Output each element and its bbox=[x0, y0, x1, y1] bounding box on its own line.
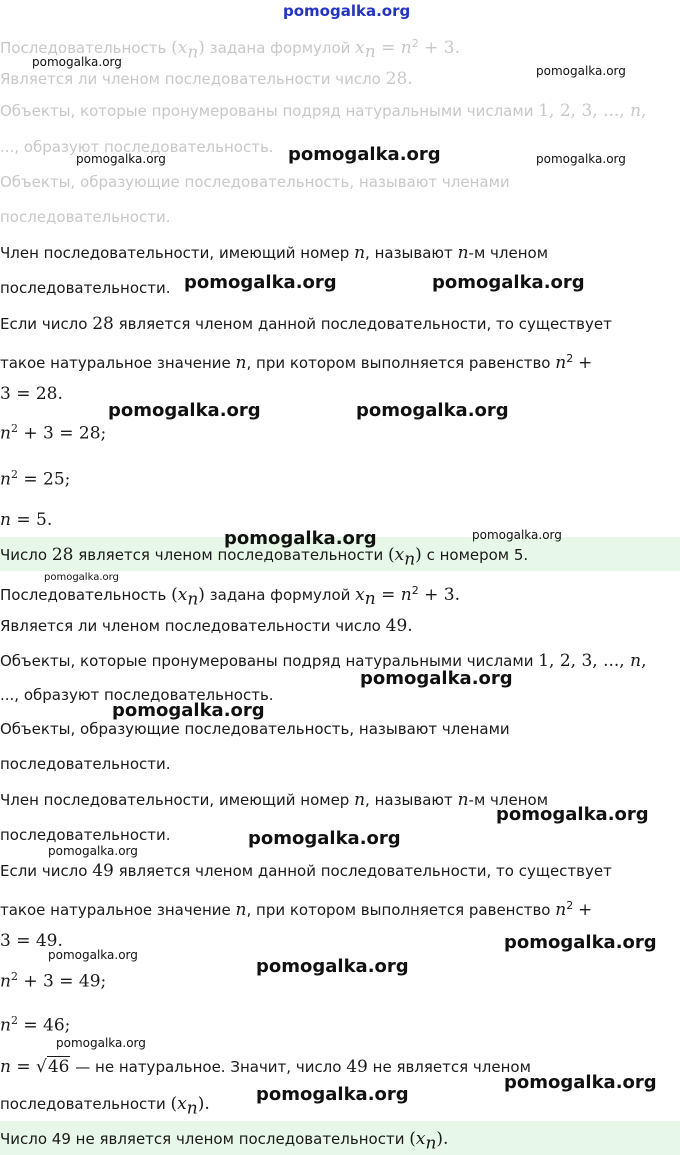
members-def-1: Объекты, образующие последовательность, называют членами bbox=[0, 720, 510, 738]
equation2-1: $n^2 + 3 = 49$; bbox=[0, 970, 107, 992]
equation2-4: последовательности $(x_n)$. bbox=[0, 1094, 210, 1119]
equation-1: $n^2 + 3 = 28$; bbox=[0, 422, 107, 444]
watermark: pomogalka.org bbox=[360, 668, 513, 689]
sequence-def-1: Объекты, которые пронумерованы подряд натуральными числами 1, 2, 3, ..., n, bbox=[0, 651, 647, 671]
condition-line-3: 3 = 28. bbox=[0, 384, 63, 404]
watermark: pomogalka.org bbox=[112, 700, 265, 721]
watermark: pomogalka.org bbox=[536, 64, 626, 78]
watermark: pomogalka.org bbox=[472, 528, 562, 542]
faded-line-6: последовательности. bbox=[0, 208, 171, 226]
watermark: pomogalka.org bbox=[496, 804, 649, 825]
faded-line-5: Объекты, образующие последовательность, называют членами bbox=[0, 173, 510, 191]
condition2-line-3: 3 = 49. bbox=[0, 931, 63, 951]
watermark: pomogalka.org bbox=[248, 828, 401, 849]
watermark: pomogalka.org bbox=[108, 400, 261, 421]
condition-line-1: Если число 28 является членом данной последовательности, то существует bbox=[0, 314, 612, 334]
equation-3: n = 5. bbox=[0, 510, 53, 530]
sequence-def-2: ..., образуют последовательность. bbox=[0, 686, 274, 704]
watermark: pomogalka.org bbox=[356, 400, 509, 421]
problem-question-2: Является ли членом последовательности число 49. bbox=[0, 616, 413, 636]
definition-line-1: Член последовательности, имеющий номер n, называют n-м членом bbox=[0, 243, 549, 263]
watermark: pomogalka.org bbox=[32, 55, 122, 69]
watermark: pomogalka.org bbox=[184, 272, 337, 293]
problem-statement-1: Последовательность $(x_n)$ задана формулой $x_n = n^2 + 3$. bbox=[0, 584, 461, 610]
conclusion-1: Число 28 является членом последовательности $(x_n)$ с номером 5. bbox=[0, 545, 529, 570]
watermark: pomogalka.org bbox=[256, 956, 409, 977]
equation2-3: n = √46 — не натуральное. Значит, число 49 не является членом bbox=[0, 1057, 531, 1077]
site-watermark-top: pomogalka.org bbox=[283, 2, 411, 20]
watermark: pomogalka.org bbox=[48, 844, 138, 858]
watermark: pomogalka.org bbox=[432, 272, 585, 293]
condition-line-2: такое натуральное значение n, при котором выполняется равенство $n^2$ + bbox=[0, 352, 593, 373]
watermark: pomogalka.org bbox=[76, 152, 166, 166]
faded-line-2: Является ли членом последовательности число 28. bbox=[0, 69, 413, 89]
watermark: pomogalka.org bbox=[504, 1072, 657, 1093]
equation-2: $n^2 = 25$; bbox=[0, 468, 71, 490]
faded-line-4: ..., образуют последовательность. bbox=[0, 138, 274, 156]
equation2-2: $n^2 = 46$; bbox=[0, 1014, 71, 1036]
watermark: pomogalka.org bbox=[56, 1036, 146, 1050]
faded-line-1: Последовательность $(x_n)$ задана формулой $x_n = n^2 + 3$. bbox=[0, 37, 461, 63]
watermark: pomogalka.org bbox=[504, 932, 657, 953]
faded-line-3: Объекты, которые пронумерованы подряд натуральными числами 1, 2, 3, ..., n, bbox=[0, 101, 647, 121]
definition-line-2: последовательности. bbox=[0, 279, 171, 297]
watermark: pomogalka.org bbox=[48, 948, 138, 962]
nth-member-def-1: Член последовательности, имеющий номер n, называют n-м членом bbox=[0, 790, 549, 810]
condition2-line-2: такое натуральное значение n, при котором выполняется равенство $n^2$ + bbox=[0, 899, 593, 920]
condition2-line-1: Если число 49 является членом данной последовательности, то существует bbox=[0, 861, 612, 881]
conclusion-2: Число 49 не является членом последовательности $(x_n)$. bbox=[0, 1129, 449, 1154]
watermark: pomogalka.org bbox=[256, 1084, 409, 1105]
members-def-2: последовательности. bbox=[0, 755, 171, 773]
nth-member-def-2: последовательности. bbox=[0, 826, 171, 844]
watermark: pomogalka.org bbox=[224, 528, 377, 549]
watermark: pomogalka.org bbox=[288, 144, 441, 165]
watermark: pomogalka.org bbox=[536, 152, 626, 166]
watermark: pomogalka.org bbox=[44, 572, 119, 583]
